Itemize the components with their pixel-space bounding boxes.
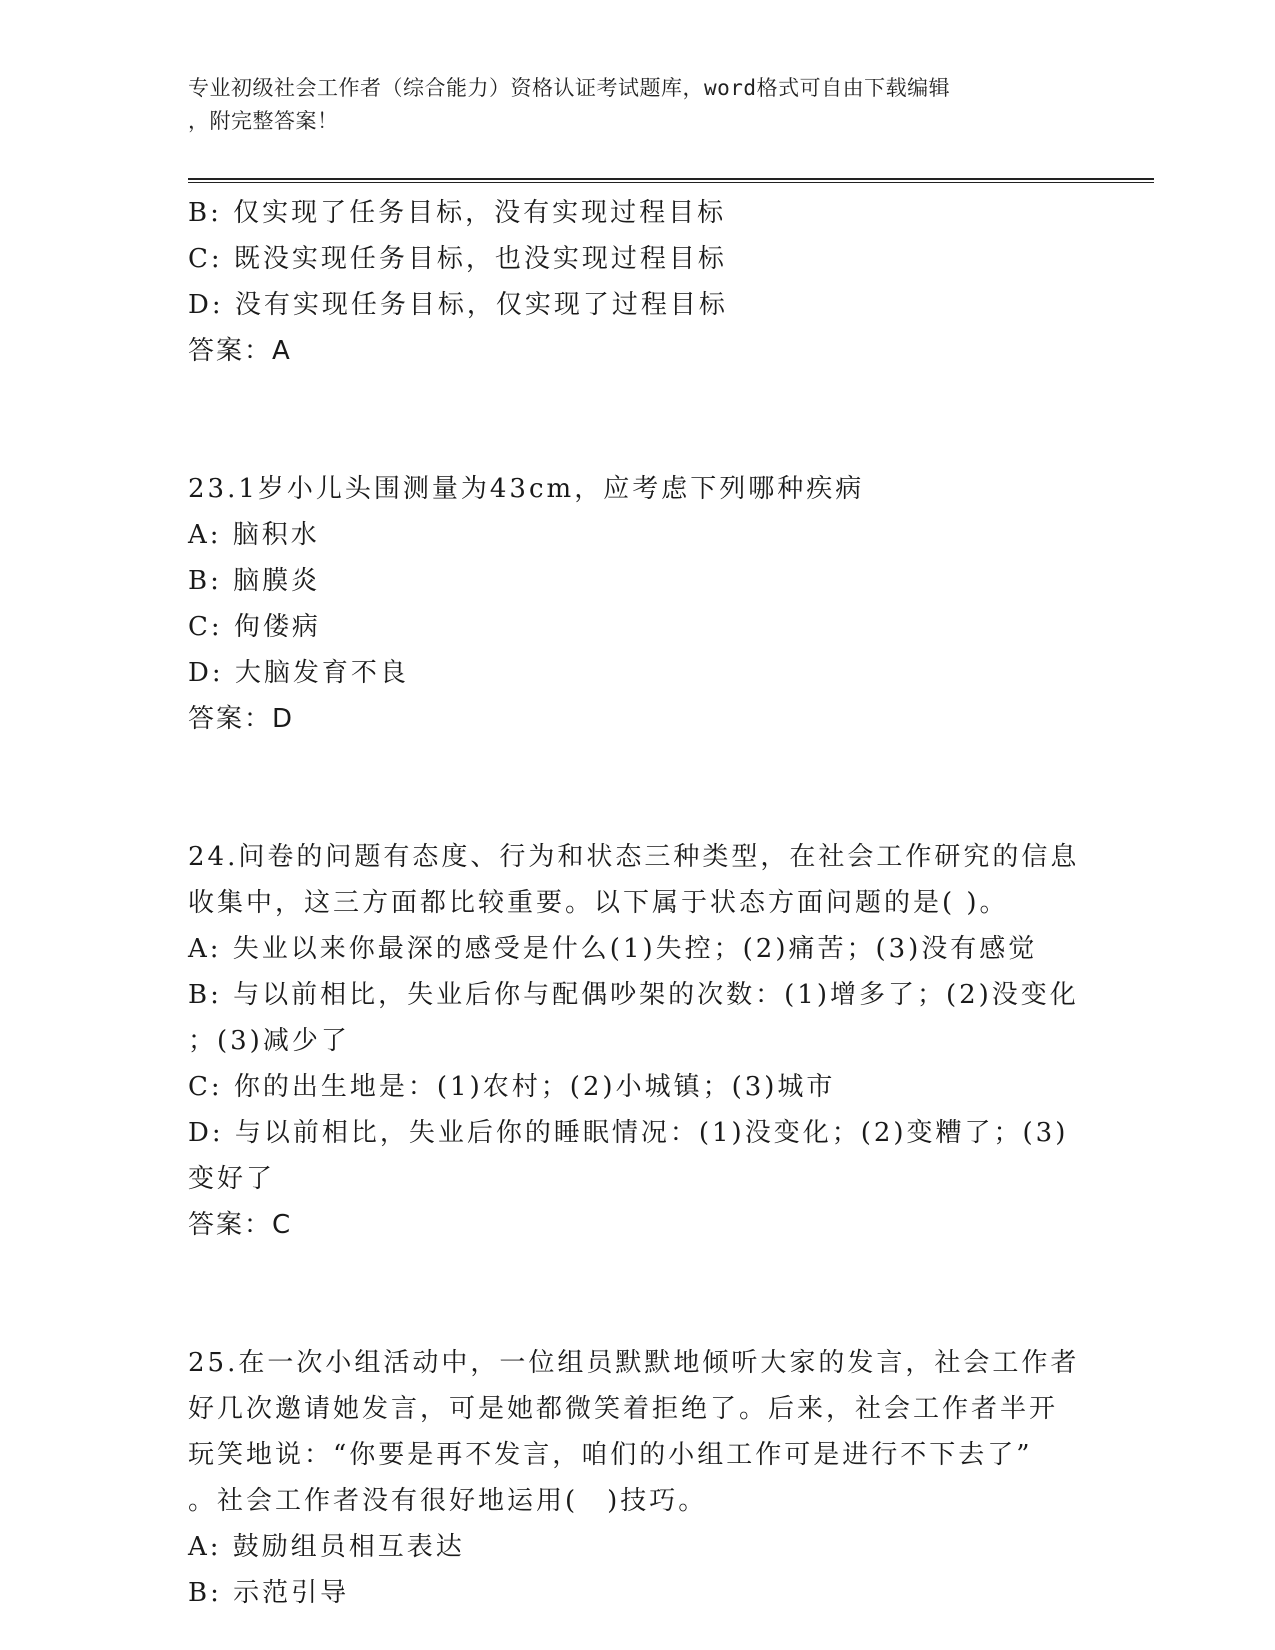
question-stem: 25.在一次小组活动中，一位组员默默地倾听大家的发言，社会工作者: [188, 1348, 1080, 1378]
answer-line: 答案：C: [188, 1210, 293, 1240]
question-stem-cont: 。社会工作者没有很好地运用( )技巧。: [188, 1486, 708, 1516]
header-divider: [188, 178, 1154, 183]
option-d: D: 没有实现任务目标，仅实现了过程目标: [188, 290, 728, 320]
question-block-24: [188, 834, 1078, 1248]
option-d: D: 大脑发育不良: [188, 658, 409, 688]
question-block-22: [188, 190, 1078, 374]
option-c: C: 你的出生地是：(1)农村；(2)小城镇；(3)城市: [188, 1072, 836, 1102]
question-stem-cont: 好几次邀请她发言，可是她都微笑着拒绝了。后来，社会工作者半开: [188, 1394, 1059, 1424]
question-block-23: [188, 466, 1078, 742]
option-b-cont: ；(3)减少了: [188, 1026, 350, 1056]
question-stem-cont: 收集中，这三方面都比较重要。以下属于状态方面问题的是( )。: [188, 888, 1009, 918]
document-header: [188, 72, 1068, 138]
option-b: B: 与以前相比，失业后你与配偶吵架的次数：(1)增多了；(2)没变化: [188, 980, 1079, 1010]
answer-line: 答案：A: [188, 336, 292, 366]
option-b: B: 脑膜炎: [188, 566, 321, 596]
block-spacer: [188, 374, 1078, 466]
question-list: [188, 190, 1078, 1616]
option-a: A: 鼓励组员相互表达: [188, 1532, 465, 1562]
question-stem: 24.问卷的问题有态度、行为和状态三种类型，在社会工作研究的信息: [188, 842, 1080, 872]
option-a: A: 失业以来你最深的感受是什么(1)失控；(2)痛苦；(3)没有感觉: [188, 934, 1038, 964]
block-spacer: [188, 742, 1078, 834]
block-spacer: [188, 1248, 1078, 1340]
option-d: D: 与以前相比，失业后你的睡眠情况：(1)没变化；(2)变糟了；(3): [188, 1118, 1069, 1148]
question-stem-cont: 玩笑地说：“你要是再不发言，咱们的小组工作可是进行不下去了”: [188, 1440, 1033, 1470]
question-stem: 23.1岁小儿头围测量为43cm，应考虑下列哪种疾病: [188, 474, 865, 504]
question-block-25: [188, 1340, 1078, 1616]
header-line-2: ，附完整答案！: [188, 109, 339, 133]
option-c: C: 佝偻病: [188, 612, 321, 642]
header-line-1: 专业初级社会工作者（综合能力）资格认证考试题库，word格式可自由下载编辑: [188, 76, 951, 100]
answer-line: 答案：D: [188, 704, 295, 734]
option-b: B: 仅实现了任务目标，没有实现过程目标: [188, 198, 727, 228]
option-c: C: 既没实现任务目标，也没实现过程目标: [188, 244, 727, 274]
option-a: A: 脑积水: [188, 520, 320, 550]
option-b: B: 示范引导: [188, 1578, 350, 1608]
option-d-cont: 变好了: [188, 1164, 276, 1194]
